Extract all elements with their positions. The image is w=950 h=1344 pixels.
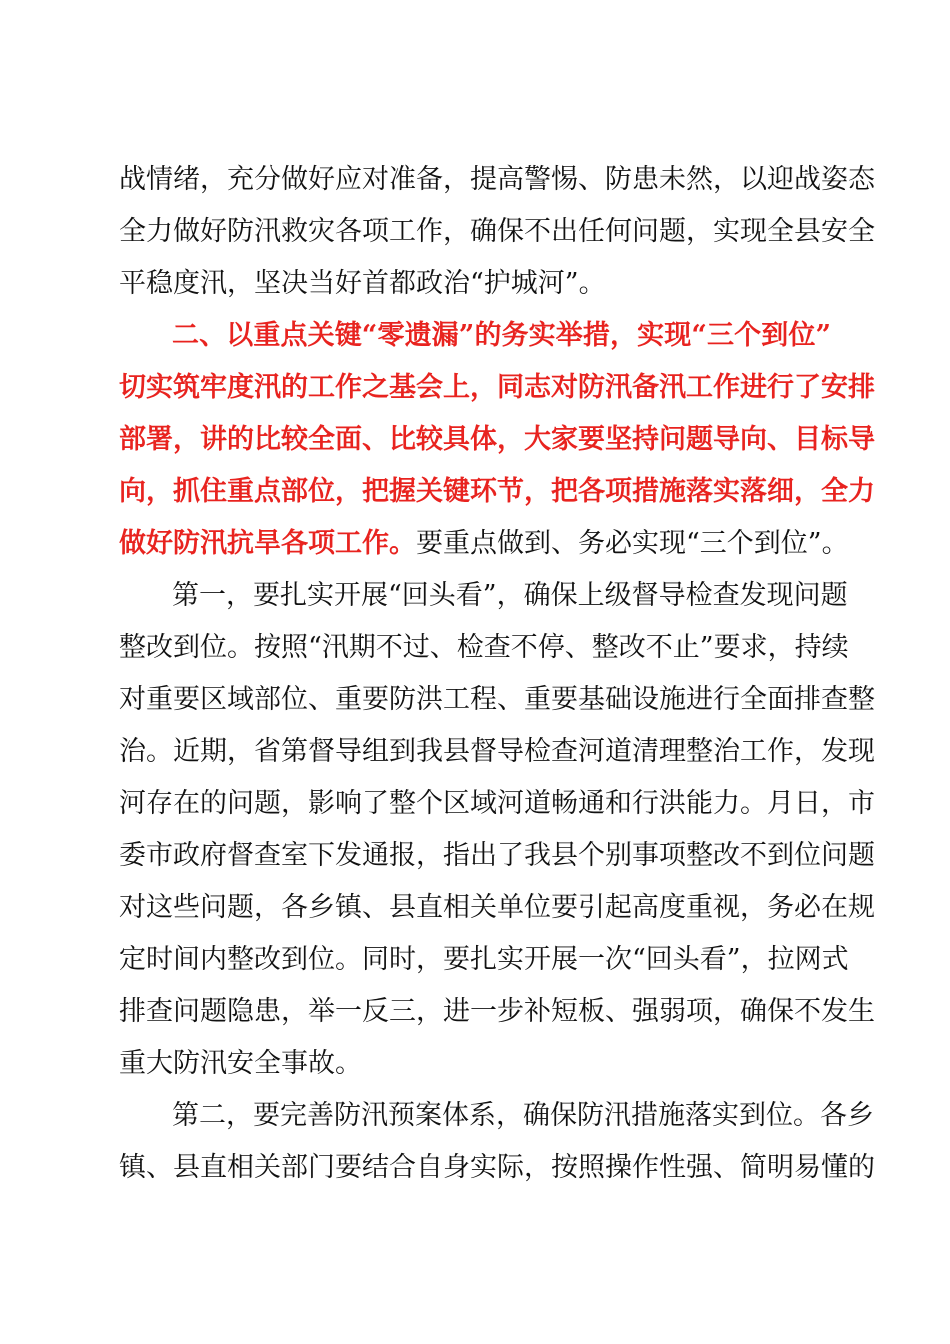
para3-line-5: 河存在的问题，影响了整个区域河道畅通和行洪能力。月日，市: [119, 788, 875, 819]
section-heading-line-2: 切实筑牢度汛的工作之基会上，同志对防汛备汛工作进行了安排: [119, 372, 875, 403]
para3-line-8: 定时间内整改到位。同时，要扎实开展一次“回头看”，拉网式: [119, 944, 849, 975]
para1-line-1: 战情绪，充分做好应对准备，提高警惕、防患未然，以迎战姿态: [119, 164, 875, 195]
para3-line-1: 第一，要扎实开展“回头看”，确保上级督导检查发现问题: [172, 580, 848, 611]
section-heading-black-tail: 要重点做到、务必实现“三个到位”。: [416, 528, 849, 559]
section-heading-red-tail: 做好防汛抗旱各项工作。: [119, 528, 416, 559]
para3-line-7: 对这些问题，各乡镇、县直相关单位要引起高度重视，务必在规: [119, 892, 875, 923]
para3-line-4: 治。近期，省第督导组到我县督导检查河道清理整治工作，发现: [119, 736, 875, 767]
para1-line-3: 平稳度汛，坚决当好首都政治“护城河”。: [119, 268, 606, 299]
section-heading-line-5: [119, 524, 849, 564]
para3-line-10: 重大防汛安全事故。: [119, 1048, 362, 1079]
para3-line-3: 对重要区域部位、重要防洪工程、重要基础设施进行全面排查整: [119, 684, 875, 715]
para3-line-9: 排查问题隐患，举一反三，进一步补短板、强弱项，确保不发生: [119, 996, 875, 1027]
para3-line-6: 委市政府督查室下发通报，指出了我县个别事项整改不到位问题: [119, 840, 875, 871]
para4-line-1: 第二，要完善防汛预案体系，确保防汛措施落实到位。各乡: [172, 1100, 874, 1131]
section-heading-line-4: 向，抓住重点部位，把握关键环节，把各项措施落实落细，全力: [119, 476, 875, 507]
para3-line-2: 整改到位。按照“汛期不过、检查不停、整改不止”要求，持续: [119, 632, 849, 663]
section-heading-line-1: 二、以重点关键“零遗漏”的务实举措，实现“三个到位”: [172, 320, 831, 351]
section-heading-line-3: 部署，讲的比较全面、比较具体，大家要坚持问题导向、目标导: [119, 424, 875, 455]
para1-line-2: 全力做好防汛救灾各项工作，确保不出任何问题，实现全县安全: [119, 216, 875, 247]
para4-line-2: 镇、县直相关部门要结合自身实际，按照操作性强、简明易懂的: [119, 1152, 875, 1183]
